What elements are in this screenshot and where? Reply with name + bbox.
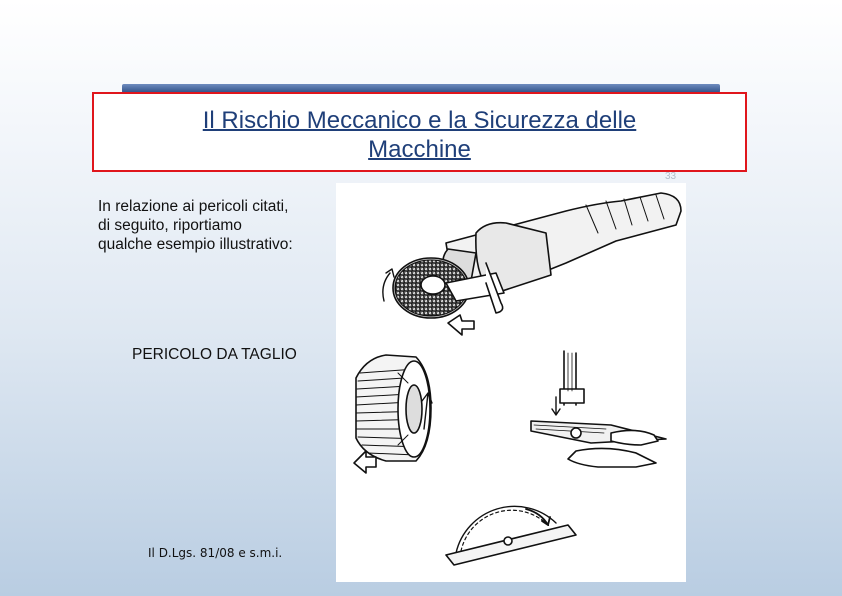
angle-grinder-drawing: [383, 193, 681, 335]
cutting-hazard-illustration: [336, 183, 686, 582]
hazard-label: PERICOLO DA TAGLIO: [132, 346, 297, 363]
slide-title-line-2: Macchine: [368, 136, 471, 163]
title-box: [92, 92, 747, 172]
page-number: 33: [665, 171, 677, 182]
intro-text: In relazione ai pericoli citati, di seguito, riportiamo qualche esempio illustrativo:: [98, 198, 293, 253]
footer-text: Il D.Lgs. 81/08 e s.m.i.: [148, 546, 283, 560]
slide-title: [94, 106, 745, 164]
slide-title-line-1: Il Rischio Meccanico e la Sicurezza delle: [202, 107, 637, 134]
flap-wheel-drawing: [354, 355, 432, 473]
circular-saw-drawing: [446, 506, 576, 565]
band-saw-drawing: [531, 351, 666, 467]
